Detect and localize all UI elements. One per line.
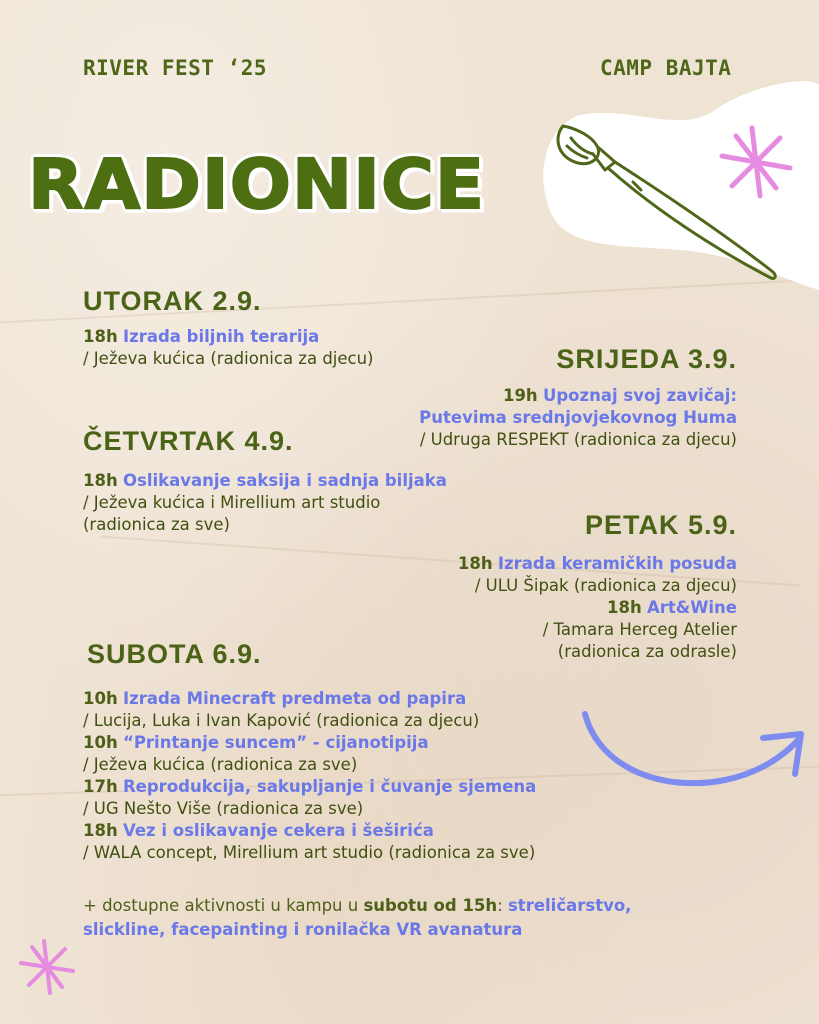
- event-title-continued: Putevima srednjovjekovnog Huma: [419, 408, 737, 427]
- event-time: 10h: [83, 689, 118, 708]
- event-audience: (radionica za sve): [83, 515, 230, 534]
- event-item: [419, 385, 737, 451]
- event-title: Reprodukcija, sakupljanje i čuvanje sjemena: [122, 777, 537, 796]
- event-organizer: / Udruga RESPEKT (radionica za djecu): [419, 430, 737, 449]
- event-title: Vez i oslikavanje cekera i šeširića: [122, 821, 434, 840]
- footer-activities-continued: slickline, facepainting i ronilačka VR avanatura: [83, 920, 523, 939]
- event-time: 18h: [83, 471, 118, 490]
- day-heading-cetvrtak: ČETVRTAK 4.9.: [83, 426, 294, 456]
- asterisk-star-icon: [18, 938, 76, 996]
- event-organizer: / Lucija, Luka i Ivan Kapović (radionica za djecu): [83, 711, 480, 730]
- event-organizer: / WALA concept, Mirellium art studio (radionica za sve): [83, 843, 536, 862]
- event-organizer: / Tamara Herceg Atelier: [542, 620, 737, 639]
- curved-arrow-icon: [575, 700, 810, 800]
- asterisk-star-icon: [718, 124, 794, 200]
- event-time: 18h: [607, 598, 642, 617]
- event-time: 19h: [502, 386, 538, 405]
- camp-label: CAMP BAJTA: [600, 56, 732, 80]
- event-time: 18h: [83, 821, 118, 840]
- event-time: 10h: [83, 733, 118, 752]
- event-item: [83, 470, 447, 536]
- footer-activities: streličarstvo,: [507, 896, 632, 915]
- day-heading-utorak: UTORAK 2.9.: [83, 286, 262, 316]
- event-audience: (radionica za odrasle): [557, 642, 737, 661]
- footer-note: [83, 894, 743, 942]
- page-title: RADIONICE: [28, 144, 485, 224]
- event-title: “Printanje suncem” - cijanotipija: [122, 733, 429, 752]
- footer-intro: + dostupne aktivnosti u kampu u: [83, 896, 359, 915]
- footer-colon: :: [497, 896, 503, 915]
- event-item: [83, 326, 374, 370]
- footer-when: subotu od 15h: [363, 896, 498, 915]
- event-title: Upoznaj svoj zavičaj:: [542, 386, 737, 405]
- event-title: Izrada keramičkih posuda: [497, 554, 737, 573]
- event-title: Izrada Minecraft predmeta od papira: [122, 689, 467, 708]
- event-time: 17h: [83, 777, 118, 796]
- event-title: Art&Wine: [647, 598, 737, 617]
- day-heading-srijeda: SRIJEDA 3.9.: [556, 344, 737, 374]
- event-organizer: / Ježeva kućica i Mirellium art studio: [83, 493, 381, 512]
- event-organizer: / ULU Šipak (radionica za djecu): [474, 576, 737, 595]
- day-heading-subota: SUBOTA 6.9.: [87, 639, 262, 669]
- event-title: Izrada biljnih terarija: [122, 327, 320, 346]
- event-time: 18h: [83, 327, 118, 346]
- festival-label: RIVER FEST ‘25: [83, 56, 268, 80]
- event-item: [458, 553, 737, 663]
- event-title: Oslikavanje saksija i sadnja biljaka: [122, 471, 447, 490]
- event-organizer: / UG Nešto Više (radionica za sve): [83, 799, 364, 818]
- event-time: 18h: [457, 554, 493, 573]
- event-list-subota: [83, 688, 536, 864]
- event-organizer: / Ježeva kućica (radionica za sve): [83, 755, 358, 774]
- event-organizer: / Ježeva kućica (radionica za djecu): [83, 349, 374, 368]
- day-heading-petak: PETAK 5.9.: [584, 510, 737, 540]
